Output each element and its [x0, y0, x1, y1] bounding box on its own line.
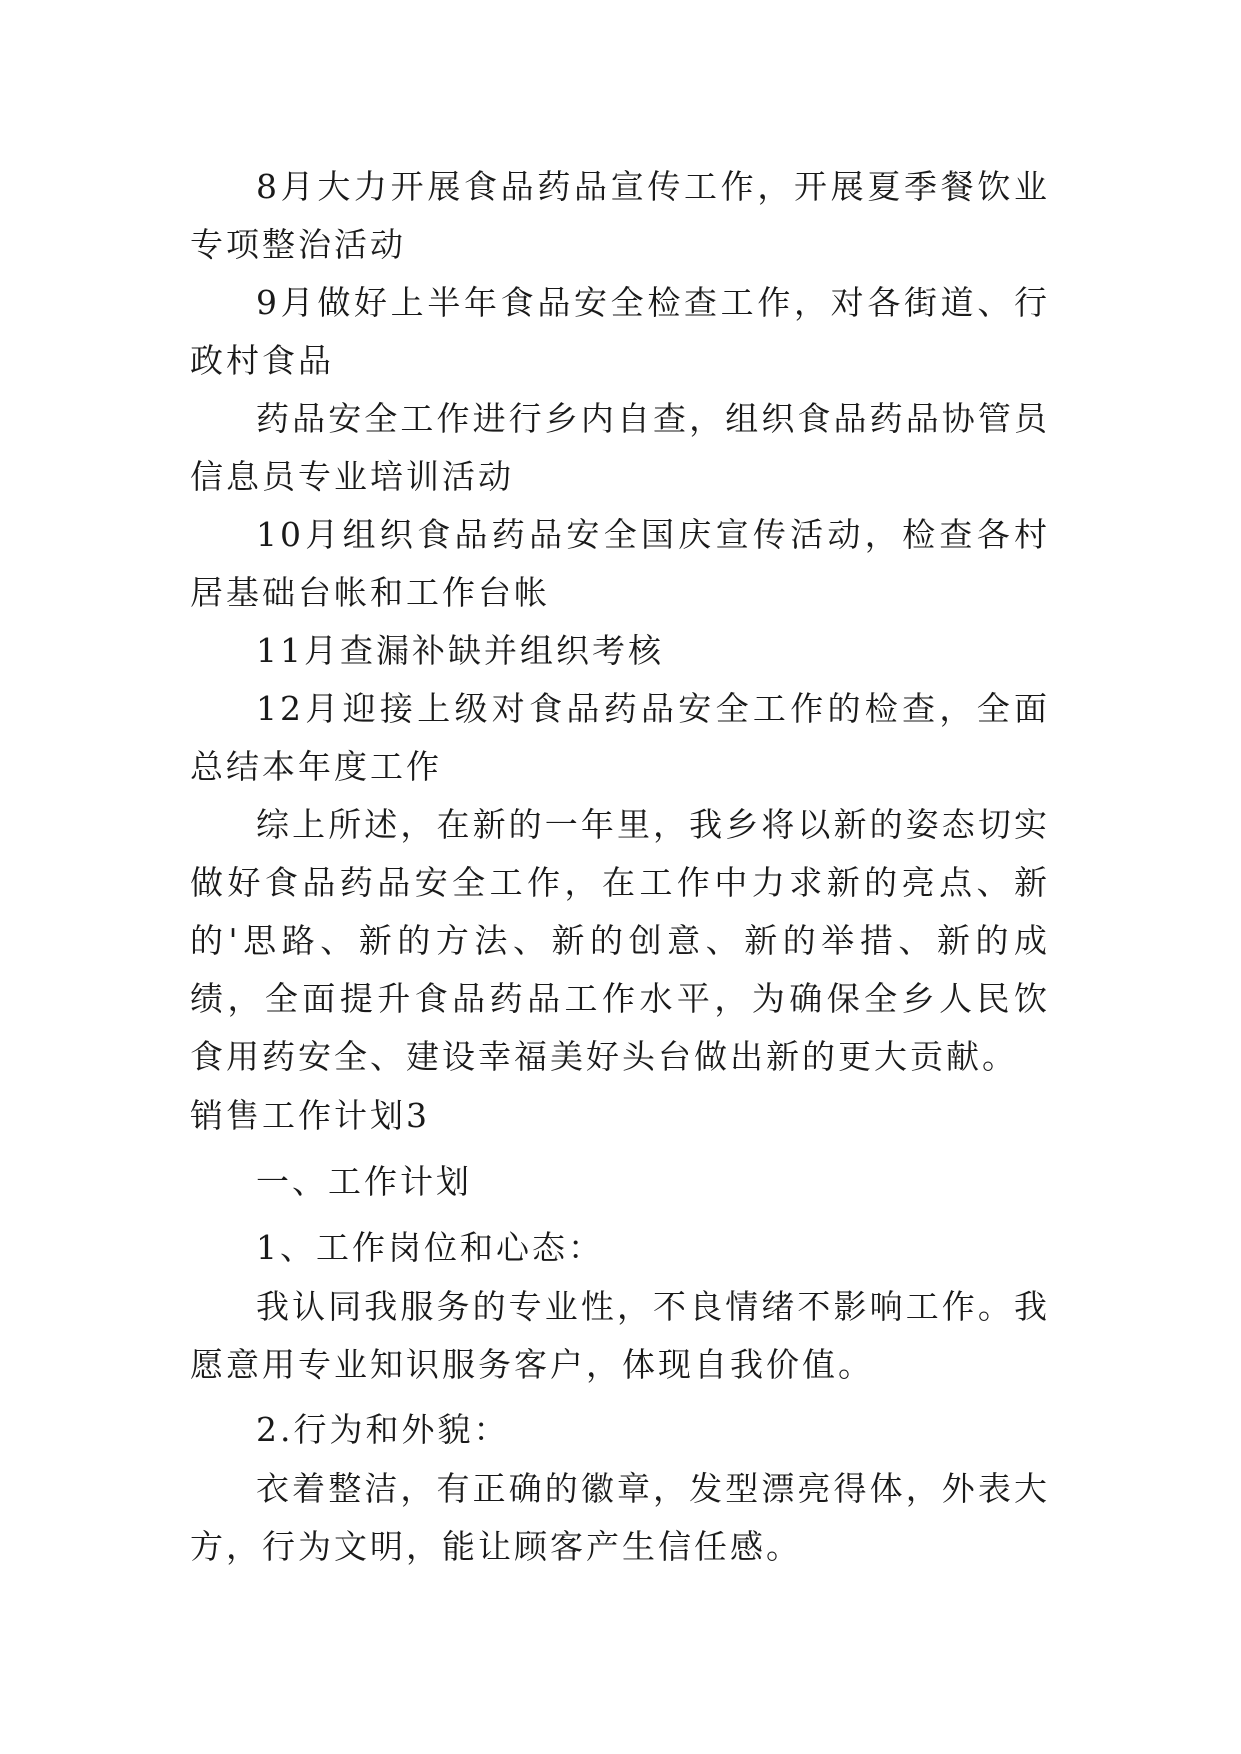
paragraph-october: 10月组织食品药品安全国庆宣传活动，检查各村居基础台帐和工作台帐 — [190, 515, 1050, 612]
paragraph-september-continued: 药品安全工作进行乡内自查，组织食品药品协管员信息员专业培训活动 — [190, 399, 1050, 496]
item1-heading: 1、工作岗位和心态： — [256, 1228, 604, 1267]
document-body — [190, 158, 1050, 1576]
paragraph-september: 9月做好上半年食品安全检查工作，对各街道、行政村食品 — [190, 283, 1050, 380]
paragraph-august: 8月大力开展食品药品宣传工作，开展夏季餐饮业专项整治活动 — [190, 167, 1050, 264]
item1-text: 我认同我服务的专业性，不良情绪不影响工作。我愿意用专业知识服务客户，体现自我价值。 — [190, 1287, 1050, 1384]
paragraph-december: 12月迎接上级对食品药品安全工作的检查，全面总结本年度工作 — [190, 689, 1050, 786]
paragraph-summary: 综上所述，在新的一年里，我乡将以新的姿态切实做好食品药品安全工作，在工作中力求新的亮点、新的'思路、新的方法、新的创意、新的举措、新的成绩，全面提升食品药品工作水平，为确保全乡人民饮食用药安全、建设幸福美好头台做出新的更大贡献。 — [190, 805, 1050, 1076]
item2-heading: 2.行为和外貌： — [256, 1410, 510, 1449]
paragraph-november: 11月查漏补缺并组织考核 — [256, 631, 664, 670]
section-title: 销售工作计划3 — [190, 1096, 430, 1135]
part1-heading: 一、工作计划 — [256, 1162, 472, 1201]
item2-text: 衣着整洁，有正确的徽章，发型漂亮得体，外表大方，行为文明，能让顾客产生信任感。 — [190, 1469, 1050, 1566]
